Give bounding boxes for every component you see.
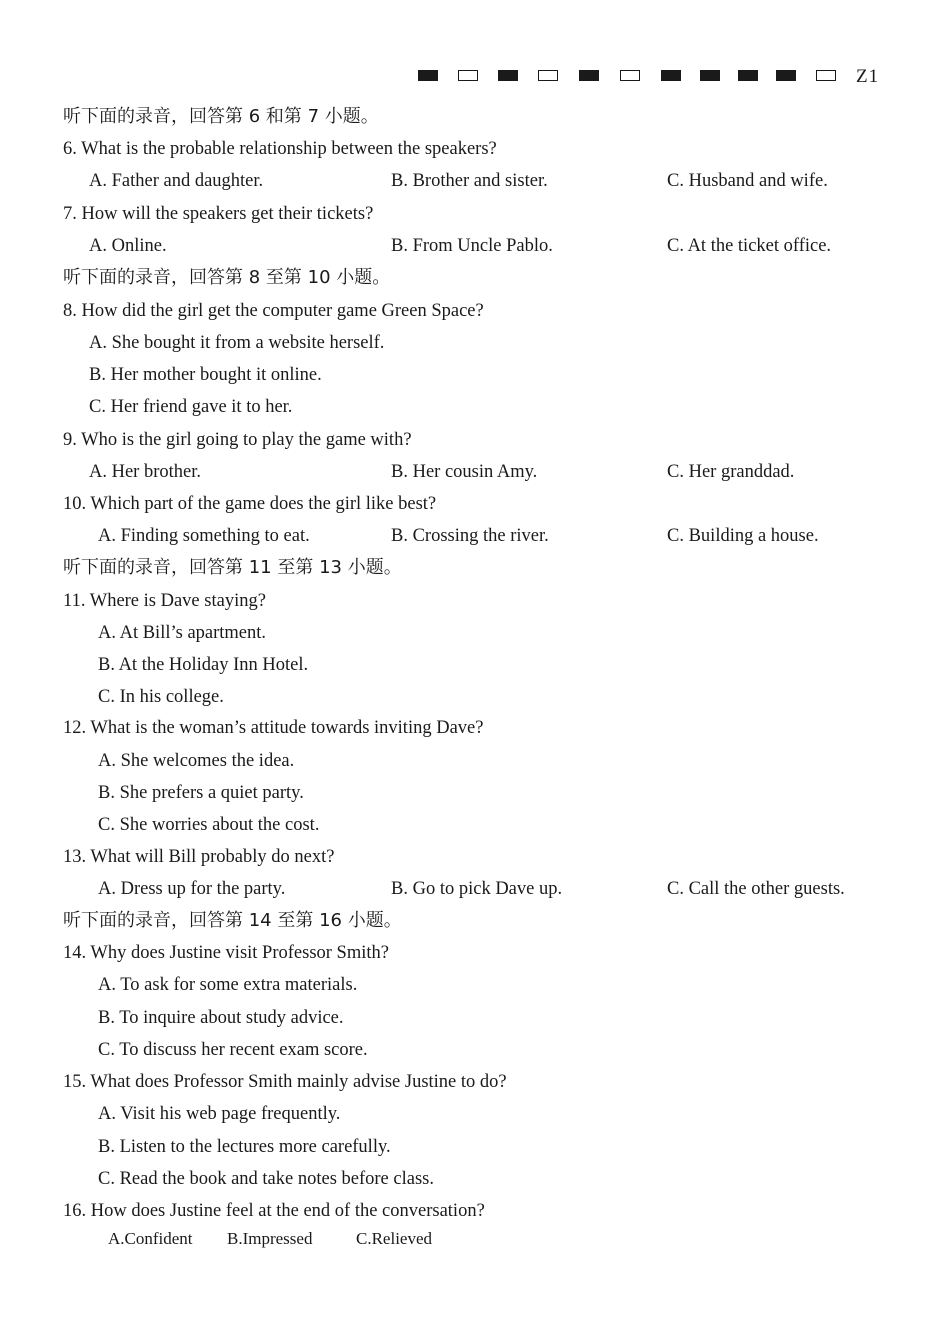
- filled-square-mark: [579, 70, 599, 81]
- question-15-option-a: A. Visit his web page frequently.: [98, 1104, 341, 1124]
- question-12-option-b: B. She prefers a quiet party.: [98, 783, 304, 803]
- question-15-option-b: B. Listen to the lectures more carefully.: [98, 1137, 391, 1157]
- question-7: 7. How will the speakers get their tickets?: [63, 204, 374, 224]
- question-14: 14. Why does Justine visit Professor Smith?: [63, 943, 389, 963]
- question-10-option-b: B. Crossing the river.: [391, 526, 549, 546]
- filled-square-mark: [776, 70, 796, 81]
- question-15-option-c: C. Read the book and take notes before class.: [98, 1169, 434, 1189]
- question-11-option-b: B. At the Holiday Inn Hotel.: [98, 655, 309, 675]
- question-12-option-c: C. She worries about the cost.: [98, 815, 320, 835]
- filled-square-mark: [418, 70, 438, 81]
- question-12: 12. What is the woman’s attitude towards inviting Dave?: [63, 718, 484, 738]
- filled-square-mark: [498, 70, 518, 81]
- paper-code: Z1: [856, 66, 880, 87]
- question-10: 10. Which part of the game does the girl like best?: [63, 494, 437, 514]
- question-8-option-c: C. Her friend gave it to her.: [89, 397, 293, 417]
- question-11-option-c: C. In his college.: [98, 687, 224, 707]
- question-9-option-a: A. Her brother.: [89, 462, 201, 482]
- open-square-mark: [458, 70, 478, 81]
- question-16-option-b: B.Impressed: [227, 1229, 313, 1248]
- filled-square-mark: [700, 70, 720, 81]
- question-13-option-a: A. Dress up for the party.: [98, 879, 286, 899]
- question-14-option-a: A. To ask for some extra materials.: [98, 975, 358, 995]
- question-6: 6. What is the probable relationship between the speakers?: [63, 139, 497, 159]
- question-8-option-a: A. She bought it from a website herself.: [89, 333, 385, 353]
- section-heading: 听下面的录音，回答第 8 至第 10 小题。: [63, 267, 391, 288]
- question-12-option-a: A. She welcomes the idea.: [98, 751, 295, 771]
- section-heading: 听下面的录音，回答第 14 至第 16 小题。: [63, 910, 402, 931]
- question-6-option-c: C. Husband and wife.: [667, 171, 828, 191]
- question-16-option-c: C.Relieved: [356, 1229, 433, 1248]
- open-square-mark: [816, 70, 836, 81]
- open-square-mark: [538, 70, 558, 81]
- filled-square-mark: [661, 70, 681, 81]
- section-heading: 听下面的录音，回答第 6 和第 7 小题。: [63, 106, 379, 127]
- question-8-option-b: B. Her mother bought it online.: [89, 365, 322, 385]
- question-7-option-b: B. From Uncle Pablo.: [391, 236, 553, 256]
- open-square-mark: [620, 70, 640, 81]
- question-9: 9. Who is the girl going to play the game with?: [63, 430, 412, 450]
- question-14-option-c: C. To discuss her recent exam score.: [98, 1040, 368, 1060]
- question-11-option-a: A. At Bill’s apartment.: [98, 623, 267, 643]
- filled-square-mark: [738, 70, 758, 81]
- question-11: 11. Where is Dave staying?: [63, 591, 266, 611]
- question-13: 13. What will Bill probably do next?: [63, 847, 335, 867]
- question-9-option-b: B. Her cousin Amy.: [391, 462, 538, 482]
- question-14-option-b: B. To inquire about study advice.: [98, 1008, 344, 1028]
- question-10-option-c: C. Building a house.: [667, 526, 819, 546]
- question-13-option-b: B. Go to pick Dave up.: [391, 879, 563, 899]
- question-9-option-c: C. Her granddad.: [667, 462, 795, 482]
- question-15: 15. What does Professor Smith mainly advise Justine to do?: [63, 1072, 507, 1092]
- question-10-option-a: A. Finding something to eat.: [98, 526, 310, 546]
- question-16: 16. How does Justine feel at the end of the conversation?: [63, 1201, 485, 1221]
- question-7-option-a: A. Online.: [89, 236, 167, 256]
- question-16-option-a: A.Confident: [108, 1229, 193, 1248]
- question-13-option-c: C. Call the other guests.: [667, 879, 845, 899]
- question-7-option-c: C. At the ticket office.: [667, 236, 832, 256]
- section-heading: 听下面的录音，回答第 11 至第 13 小题。: [63, 557, 402, 578]
- question-6-option-b: B. Brother and sister.: [391, 171, 548, 191]
- question-8: 8. How did the girl get the computer game Green Space?: [63, 301, 484, 321]
- question-6-option-a: A. Father and daughter.: [89, 171, 264, 191]
